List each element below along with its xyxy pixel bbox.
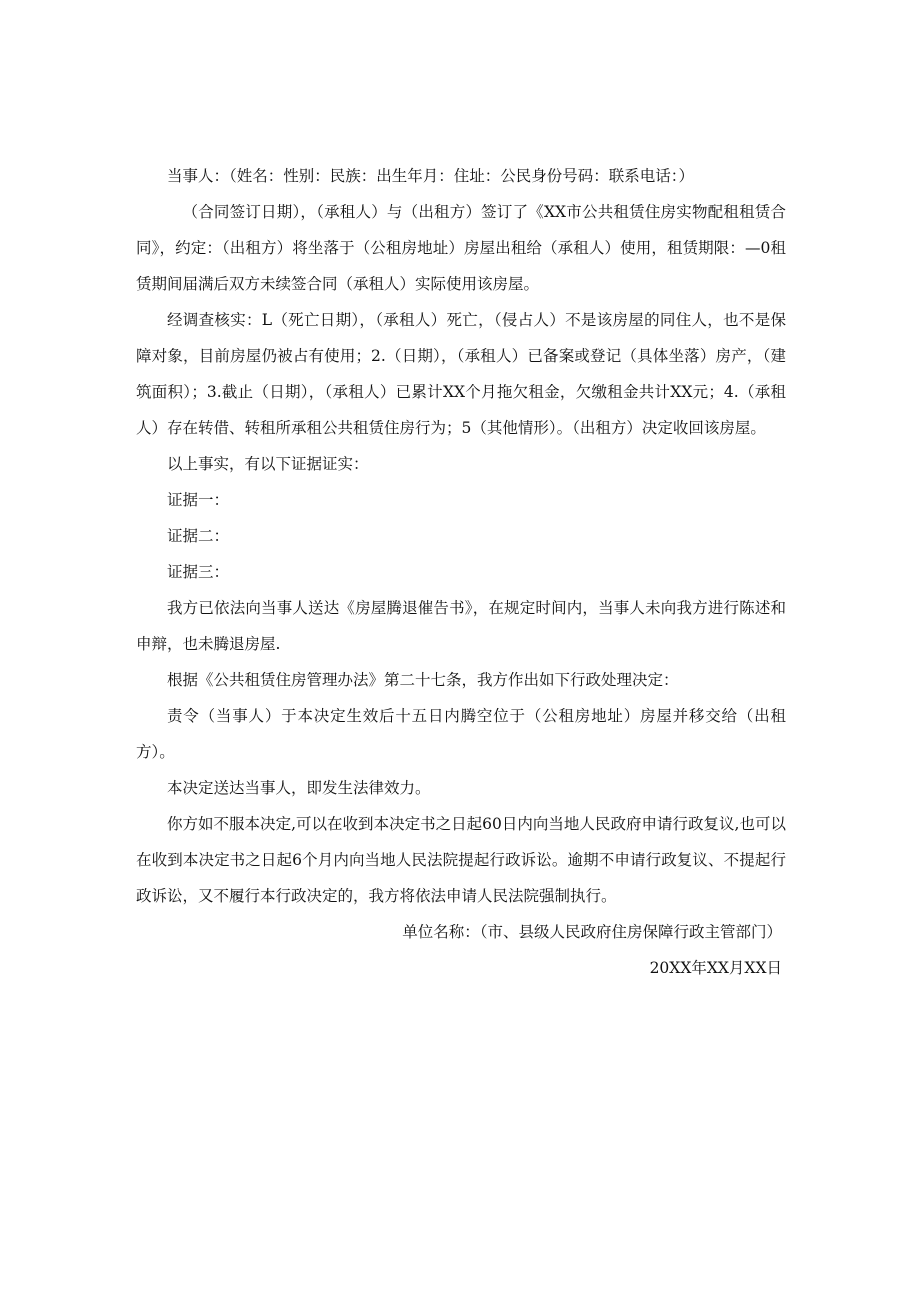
effect-line: 本决定送达当事人，即发生法律效力。 xyxy=(167,779,431,797)
issue-date: 20XX年XX月XX日 xyxy=(649,959,782,977)
contract-paragraph: （合同签订日期），（承租人）与（出租方）签订了《XX市公共租赁住房实物配租租赁合同》，约定：（出租方）将坐落于（公租房地址）房屋出租给（承租人）使用，租赁期限：—0租赁期间届满后双方未续签合同（承租人）实际使用该房屋。 xyxy=(136,203,786,293)
order-paragraph: 责令（当事人）于本决定生效后十五日内腾空位于（公租房地址）房屋并移交给（出租方）。 xyxy=(136,707,786,761)
findings-paragraph: 经调查核实：L（死亡日期），（承租人）死亡，（侵占人）不是该房屋的同住人，也不是保障对象，目前房屋仍被占有使用；2.（日期），（承租人）已备案或登记（具体坐落）房产，（建筑面积）；3.截止（日期），（承租人）已累计XX个月拖欠租金，欠缴租金共计XX元；4.（承租人）存在转借、转租所承租公共租赁住房行为；5（其他情形）。（出租方）决定收回该房屋。 xyxy=(136,311,786,437)
evidence-intro: 以上事实，有以下证据证实： xyxy=(167,455,369,473)
evidence-item-3: 证据三： xyxy=(167,563,230,581)
evidence-item-2: 证据二： xyxy=(167,527,230,545)
evidence-item-1: 证据一： xyxy=(167,491,230,509)
legal-basis: 根据《公共租赁住房管理办法》第二十七条，我方作出如下行政处理决定： xyxy=(167,671,679,689)
notice-paragraph: 我方已依法向当事人送达《房屋腾退催告书》，在规定时间内，当事人未向我方进行陈述和申辩，也未腾退房屋. xyxy=(136,599,786,653)
document-page xyxy=(136,158,786,986)
issuing-unit: 单位名称：（市、县级人民政府住房保障行政主管部门） xyxy=(402,923,782,941)
appeal-paragraph: 你方如不服本决定,可以在收到本决定书之日起60日内向当地人民政府申请行政复议,也可以在收到本决定书之日起6个月内向当地人民法院提起行政诉讼。逾期不申请行政复议、不提起行政诉讼，又不履行本行政决定的，我方将依法申请人民法院强制执行。 xyxy=(136,815,786,905)
parties-line: 当事人：（姓名：性别：民族：出生年月：住址：公民身份号码：联系电话：） xyxy=(167,167,695,185)
